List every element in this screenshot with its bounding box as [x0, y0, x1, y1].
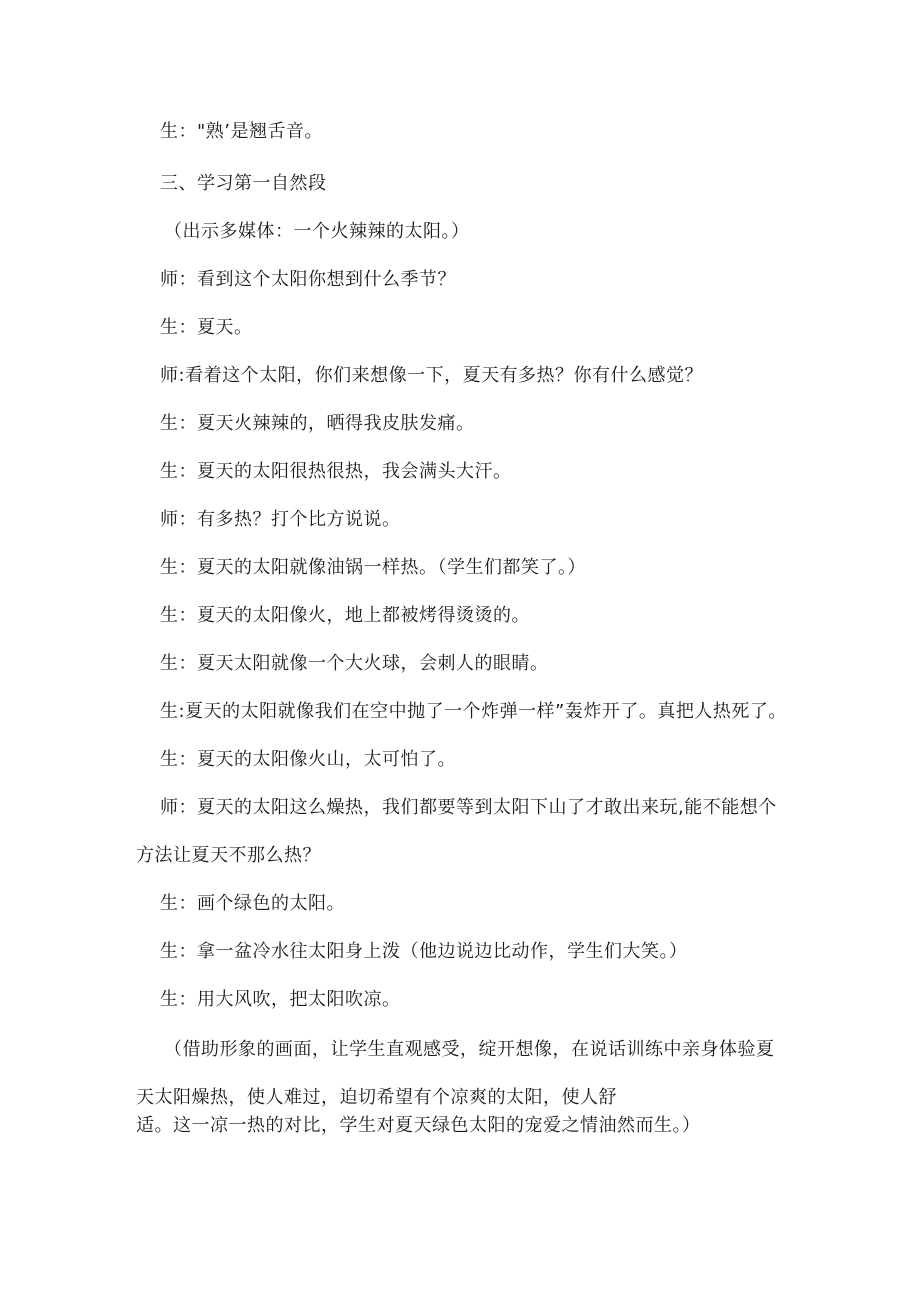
paragraph-line: 生：夏天的太阳就像油锅一样热。（学生们都笑了。） — [160, 557, 586, 578]
paragraph-line: 生：夏天火辣辣的，晒得我皮肤发痛。 — [160, 413, 475, 434]
paragraph-line: 师：有多热？打个比方说说。 — [160, 509, 401, 530]
paragraph-line: 师：夏天的太阳这么燥热，我们都要等到太阳下山了才敢出来玩,能不能想个 — [160, 797, 777, 818]
paragraph-line: 生：夏天的太阳像火山，太可怕了。 — [160, 749, 456, 770]
paragraph-line: 生：夏天的太阳很热很热，我会满头大汗。 — [160, 461, 512, 482]
paragraph-line: 生：夏天。 — [160, 317, 253, 338]
paragraph-line: 师:看着这个太阳，你们来想像一下，夏天有多热？你有什么感觉？ — [160, 365, 704, 386]
paragraph-line: 生：用大风吹，把太阳吹凉。 — [160, 989, 401, 1010]
paragraph-line: 生:夏天的太阳就像我们在空中抛了一个炸弹一样”轰炸开了。真把人热死了。 — [160, 701, 787, 722]
paragraph-line: 天太阳燥热，使人难过，迫切希望有个凉爽的太阳，使人舒 — [136, 1087, 617, 1108]
paragraph-line: 生："熟’是翘舌音。 — [160, 121, 324, 142]
paragraph-line: 师：看到这个太阳你想到什么季节？ — [160, 269, 456, 290]
section-heading: 三、学习第一自然段 — [160, 173, 327, 194]
paragraph-line: 适。这一凉一热的对比，学生对夏天绿色太阳的宠爱之情油然而生。） — [136, 1115, 701, 1136]
paragraph-line: （出示多媒体：一个火辣辣的太阳。） — [164, 221, 470, 242]
paragraph-line: 生：拿一盆冷水往太阳身上泼（他边说边比动作，学生们大笑。） — [160, 941, 688, 962]
paragraph-line: 方法让夏天不那么热？ — [136, 845, 321, 866]
paragraph-line: 生：画个绿色的太阳。 — [160, 893, 345, 914]
paragraph-line: 生：夏天太阳就像一个大火球，会刺人的眼睛。 — [160, 653, 549, 674]
paragraph-line: （借助形象的画面，让学生直观感受，绽开想像，在说话训练中亲身体验夏 — [164, 1039, 775, 1060]
paragraph-line: 生：夏天的太阳像火，地上都被烤得烫烫的。 — [160, 605, 530, 626]
